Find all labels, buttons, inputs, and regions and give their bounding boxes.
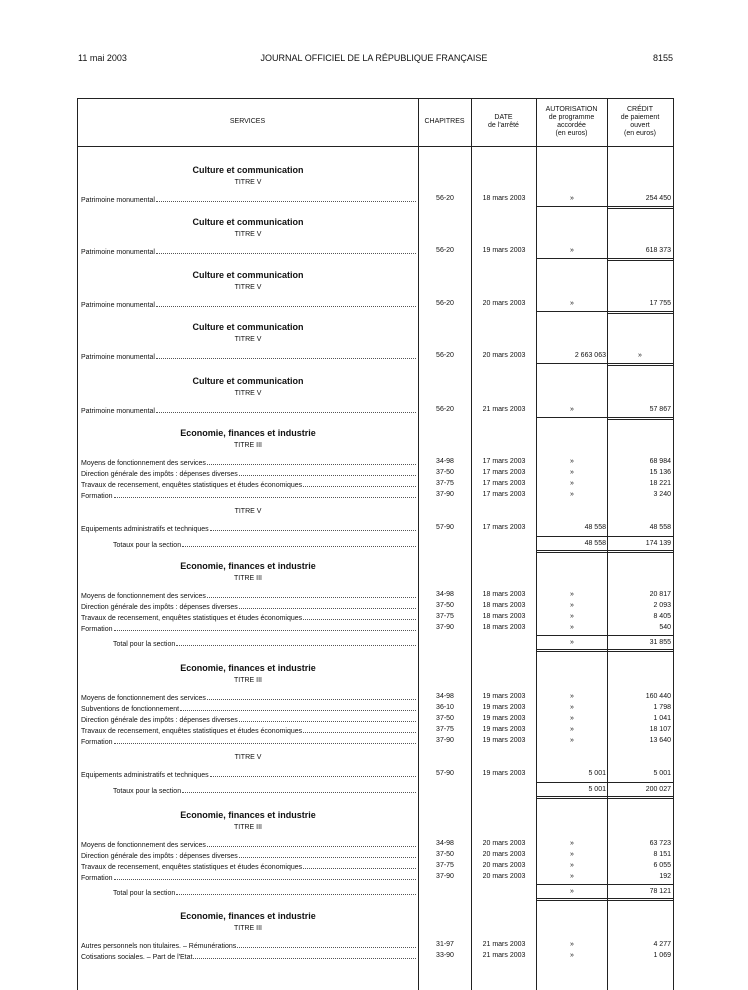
service-label: Direction générale des impôts : dépenses diverses bbox=[81, 717, 238, 724]
date-cell: 19 mars 2003 bbox=[482, 715, 526, 722]
col-header-line: (en euros) bbox=[624, 130, 656, 137]
table-row bbox=[77, 298, 674, 310]
leader-dots bbox=[180, 702, 416, 711]
chapitre-cell: 37-75 bbox=[436, 862, 454, 869]
date-cell: 18 mars 2003 bbox=[482, 602, 526, 609]
col-header-line: de paiement bbox=[620, 114, 660, 121]
chapitre-cell: 56-20 bbox=[436, 352, 454, 359]
leader-dots bbox=[207, 456, 416, 465]
leader-dots bbox=[182, 538, 416, 547]
autorisation-cell: » bbox=[570, 693, 574, 700]
leader-dots bbox=[303, 860, 416, 869]
service-label: Totaux pour la section bbox=[113, 542, 182, 549]
autorisation-cell: » bbox=[570, 602, 574, 609]
credit-cell: 8 405 bbox=[653, 613, 671, 620]
service-label: Formation bbox=[81, 493, 113, 500]
leader-dots bbox=[237, 939, 416, 948]
date-cell: 21 mars 2003 bbox=[482, 952, 526, 959]
autorisation-cell: » bbox=[570, 480, 574, 487]
autorisation-cell: » bbox=[570, 613, 574, 620]
service-label: Autres personnels non titulaires. – Rémunérations bbox=[81, 943, 237, 950]
chapitre-cell: 37-50 bbox=[436, 602, 454, 609]
service-label: Total pour la section bbox=[113, 641, 176, 648]
chapitre-cell: 56-20 bbox=[436, 300, 454, 307]
credit-cell: 1 041 bbox=[653, 715, 671, 722]
col-header-chapitres bbox=[418, 98, 471, 146]
page-number: 8155 bbox=[652, 53, 673, 63]
leader-dots bbox=[182, 784, 416, 793]
table-row bbox=[77, 735, 674, 747]
section-title: Economie, finances et industrie bbox=[180, 911, 316, 921]
credit-cell: 254 450 bbox=[645, 195, 671, 202]
date-cell: 19 mars 2003 bbox=[482, 737, 526, 744]
credit-cell: 63 723 bbox=[649, 840, 671, 847]
section-subtitle: TITRE V bbox=[234, 231, 262, 238]
table-row bbox=[77, 950, 674, 962]
autorisation-cell: 48 558 bbox=[584, 540, 606, 547]
chapitre-cell: 37-90 bbox=[436, 873, 454, 880]
chapitre-cell: 56-20 bbox=[436, 247, 454, 254]
date-cell: 21 mars 2003 bbox=[482, 406, 526, 413]
autorisation-cell: » bbox=[570, 406, 574, 413]
date-cell: 19 mars 2003 bbox=[482, 726, 526, 733]
chapitre-cell: 56-20 bbox=[436, 406, 454, 413]
date-cell: 20 mars 2003 bbox=[482, 840, 526, 847]
leader-dots bbox=[156, 350, 416, 359]
credit-cell: 20 817 bbox=[649, 591, 671, 598]
autorisation-cell: » bbox=[570, 247, 574, 254]
leader-dots bbox=[303, 478, 416, 487]
leader-dots bbox=[210, 522, 416, 531]
date-cell: 19 mars 2003 bbox=[482, 704, 526, 711]
total-rule bbox=[537, 536, 673, 537]
section-title: Economie, finances et industrie bbox=[180, 561, 316, 571]
col-header-line: accordée bbox=[557, 122, 586, 129]
table-row bbox=[77, 522, 674, 534]
credit-cell: 3 240 bbox=[653, 491, 671, 498]
credit-cell: 5 001 bbox=[653, 770, 671, 777]
section-subtitle: TITRE III bbox=[234, 677, 262, 684]
chapitre-cell: 57-90 bbox=[436, 770, 454, 777]
service-label: Moyens de fonctionnement des services bbox=[81, 695, 206, 702]
leader-dots bbox=[207, 691, 416, 700]
col-header-autorisation bbox=[536, 98, 607, 146]
col-header-line: CHAPITRES bbox=[424, 118, 465, 125]
credit-cell: 48 558 bbox=[649, 524, 671, 531]
col-header-line: de programme bbox=[548, 114, 595, 121]
section-title: Economie, finances et industrie bbox=[180, 663, 316, 673]
autorisation-cell: » bbox=[570, 195, 574, 202]
service-cell bbox=[81, 350, 416, 364]
table-body bbox=[77, 146, 674, 990]
leader-dots bbox=[114, 735, 416, 744]
date-cell: 17 mars 2003 bbox=[482, 458, 526, 465]
section-subtitle: TITRE III bbox=[234, 824, 262, 831]
section-title: Culture et communication bbox=[192, 270, 304, 280]
autorisation-cell: » bbox=[570, 469, 574, 476]
autorisation-cell: » bbox=[570, 941, 574, 948]
date-cell: 18 mars 2003 bbox=[482, 591, 526, 598]
chapitre-cell: 37-50 bbox=[436, 851, 454, 858]
service-cell bbox=[81, 298, 416, 312]
service-cell bbox=[113, 637, 416, 651]
service-cell bbox=[113, 784, 416, 798]
service-label: Patrimoine monumental bbox=[81, 197, 155, 204]
service-label: Patrimoine monumental bbox=[81, 408, 155, 415]
credit-cell: 18 107 bbox=[649, 726, 671, 733]
table-row bbox=[77, 871, 674, 883]
credit-cell: 200 027 bbox=[645, 786, 671, 793]
autorisation-cell: » bbox=[570, 873, 574, 880]
service-label: Moyens de fonctionnement des services bbox=[81, 593, 206, 600]
service-label: Patrimoine monumental bbox=[81, 302, 155, 309]
service-label: Cotisations sociales. – Part de l'Etat bbox=[81, 954, 193, 961]
autorisation-cell: » bbox=[570, 840, 574, 847]
autorisation-cell: » bbox=[570, 862, 574, 869]
col-header-line: CRÉDIT bbox=[626, 106, 654, 113]
table-row bbox=[77, 768, 674, 780]
col-header-line: (en euros) bbox=[555, 130, 588, 137]
col-header-services bbox=[77, 98, 418, 146]
credit-cell: 15 136 bbox=[649, 469, 671, 476]
chapitre-cell: 56-20 bbox=[436, 195, 454, 202]
service-label: Travaux de recensement, enquêtes statistiques et études économiques bbox=[81, 482, 303, 489]
leader-dots bbox=[176, 637, 416, 646]
total-rule bbox=[537, 550, 673, 553]
service-label: Moyens de fonctionnement des services bbox=[81, 842, 206, 849]
leader-dots bbox=[239, 600, 416, 609]
col-header-line: SERVICES bbox=[229, 118, 266, 125]
date-cell: 20 mars 2003 bbox=[482, 862, 526, 869]
leader-dots bbox=[207, 589, 416, 598]
service-cell bbox=[113, 538, 416, 552]
chapitre-cell: 57-90 bbox=[436, 524, 454, 531]
autorisation-cell: » bbox=[570, 726, 574, 733]
total-rule bbox=[537, 363, 607, 364]
credit-cell: 68 984 bbox=[649, 458, 671, 465]
total-rule bbox=[537, 417, 607, 418]
credit-cell: 17 755 bbox=[649, 300, 671, 307]
credit-cell: 13 640 bbox=[649, 737, 671, 744]
chapitre-cell: 37-90 bbox=[436, 737, 454, 744]
chapitre-cell: 34-98 bbox=[436, 840, 454, 847]
autorisation-cell: » bbox=[570, 737, 574, 744]
autorisation-cell: » bbox=[570, 624, 574, 631]
total-rule bbox=[537, 782, 673, 783]
service-label: Equipements administratifs et techniques bbox=[81, 772, 209, 779]
autorisation-cell: 5 001 bbox=[588, 770, 606, 777]
service-label: Travaux de recensement, enquêtes statistiques et études économiques bbox=[81, 615, 303, 622]
page-header bbox=[0, 53, 748, 67]
date-cell: 17 mars 2003 bbox=[482, 480, 526, 487]
total-rule bbox=[537, 884, 673, 885]
service-cell bbox=[81, 404, 416, 418]
date-cell: 20 mars 2003 bbox=[482, 352, 526, 359]
service-cell bbox=[81, 622, 416, 636]
service-cell bbox=[81, 489, 416, 503]
credit-cell: 174 139 bbox=[645, 540, 671, 547]
date-cell: 21 mars 2003 bbox=[482, 941, 526, 948]
chapitre-cell: 34-98 bbox=[436, 458, 454, 465]
section-title: Economie, finances et industrie bbox=[180, 428, 316, 438]
leader-dots bbox=[210, 768, 416, 777]
service-cell bbox=[81, 735, 416, 749]
section-title: Culture et communication bbox=[192, 165, 304, 175]
autorisation-cell: » bbox=[570, 952, 574, 959]
issue-date: 11 mai 2003 bbox=[78, 53, 127, 63]
autorisation-cell: » bbox=[570, 715, 574, 722]
table-row bbox=[77, 193, 674, 205]
leader-dots bbox=[156, 404, 416, 413]
table-row bbox=[77, 538, 674, 550]
service-label: Formation bbox=[81, 739, 113, 746]
service-label: Travaux de recensement, enquêtes statistiques et études économiques bbox=[81, 864, 303, 871]
section-subtitle: TITRE V bbox=[234, 179, 262, 186]
chapitre-cell: 34-98 bbox=[436, 693, 454, 700]
credit-cell: 4 277 bbox=[653, 941, 671, 948]
credit-cell: 31 855 bbox=[649, 639, 671, 646]
autorisation-cell: » bbox=[570, 639, 574, 646]
date-cell: 19 mars 2003 bbox=[482, 770, 526, 777]
leader-dots bbox=[207, 838, 416, 847]
section-subtitle: TITRE V bbox=[234, 754, 262, 761]
service-label: Formation bbox=[81, 626, 113, 633]
credit-cell: 192 bbox=[659, 873, 671, 880]
service-label: Patrimoine monumental bbox=[81, 354, 155, 361]
service-label: Direction générale des impôts : dépenses diverses bbox=[81, 853, 238, 860]
date-cell: 18 mars 2003 bbox=[482, 613, 526, 620]
chapitre-cell: 37-75 bbox=[436, 726, 454, 733]
credit-cell: 18 221 bbox=[649, 480, 671, 487]
date-cell: 19 mars 2003 bbox=[482, 247, 526, 254]
autorisation-cell: 2 663 063 bbox=[574, 352, 606, 359]
credit-cell: 57 867 bbox=[649, 406, 671, 413]
credit-cell: 618 373 bbox=[645, 247, 671, 254]
table-row bbox=[77, 622, 674, 634]
leader-dots bbox=[193, 950, 416, 959]
date-cell: 20 mars 2003 bbox=[482, 851, 526, 858]
service-label: Travaux de recensement, enquêtes statistiques et études économiques bbox=[81, 728, 303, 735]
total-rule bbox=[608, 258, 673, 261]
chapitre-cell: 31-97 bbox=[436, 941, 454, 948]
leader-dots bbox=[239, 849, 416, 858]
service-label: Totaux pour la section bbox=[113, 788, 182, 795]
leader-dots bbox=[114, 489, 416, 498]
credits-table bbox=[77, 98, 674, 990]
total-rule bbox=[608, 417, 673, 420]
chapitre-cell: 33-90 bbox=[436, 952, 454, 959]
total-rule bbox=[608, 363, 673, 366]
col-header-date bbox=[471, 98, 536, 146]
chapitre-cell: 37-90 bbox=[436, 624, 454, 631]
service-cell bbox=[81, 193, 416, 207]
section-subtitle: TITRE V bbox=[234, 336, 262, 343]
autorisation-cell: » bbox=[570, 888, 574, 895]
chapitre-cell: 37-75 bbox=[436, 480, 454, 487]
section-subtitle: TITRE III bbox=[234, 575, 262, 582]
total-rule bbox=[537, 258, 607, 259]
section-subtitle: TITRE III bbox=[234, 442, 262, 449]
service-label: Direction générale des impôts : dépenses diverses bbox=[81, 604, 238, 611]
date-cell: 17 mars 2003 bbox=[482, 524, 526, 531]
total-rule bbox=[608, 206, 673, 209]
section-subtitle: TITRE V bbox=[234, 284, 262, 291]
leader-dots bbox=[239, 713, 416, 722]
leader-dots bbox=[176, 886, 416, 895]
service-cell bbox=[81, 522, 416, 536]
autorisation-cell: 48 558 bbox=[584, 524, 606, 531]
section-title: Culture et communication bbox=[192, 217, 304, 227]
chapitre-cell: 37-50 bbox=[436, 715, 454, 722]
service-cell bbox=[81, 768, 416, 782]
leader-dots bbox=[156, 245, 416, 254]
service-cell bbox=[81, 950, 416, 964]
leader-dots bbox=[156, 193, 416, 202]
credit-cell: 1 069 bbox=[653, 952, 671, 959]
date-cell: 17 mars 2003 bbox=[482, 491, 526, 498]
autorisation-cell: » bbox=[570, 704, 574, 711]
credit-cell: 540 bbox=[659, 624, 671, 631]
autorisation-cell: » bbox=[570, 458, 574, 465]
autorisation-cell: » bbox=[570, 491, 574, 498]
credit-cell: 1 798 bbox=[653, 704, 671, 711]
col-header-credit bbox=[607, 98, 673, 146]
table-row bbox=[77, 886, 674, 898]
table-row bbox=[77, 637, 674, 649]
leader-dots bbox=[114, 871, 416, 880]
section-subtitle: TITRE V bbox=[234, 390, 262, 397]
total-rule bbox=[537, 649, 673, 652]
credit-cell: 8 151 bbox=[653, 851, 671, 858]
date-cell: 19 mars 2003 bbox=[482, 693, 526, 700]
total-rule bbox=[537, 311, 607, 312]
service-label: Formation bbox=[81, 875, 113, 882]
service-label: Equipements administratifs et techniques bbox=[81, 526, 209, 533]
total-rule bbox=[537, 635, 673, 636]
table-row bbox=[77, 350, 674, 362]
date-cell: 18 mars 2003 bbox=[482, 195, 526, 202]
service-cell bbox=[81, 245, 416, 259]
autorisation-cell: 5 001 bbox=[588, 786, 606, 793]
total-rule bbox=[537, 206, 607, 207]
service-label: Direction générale des impôts : dépenses diverses bbox=[81, 471, 238, 478]
service-cell bbox=[113, 886, 416, 900]
service-label: Subventions de fonctionnement bbox=[81, 706, 180, 713]
chapitre-cell: 37-90 bbox=[436, 491, 454, 498]
date-cell: 20 mars 2003 bbox=[482, 300, 526, 307]
credit-cell: 6 055 bbox=[653, 862, 671, 869]
date-cell: 18 mars 2003 bbox=[482, 624, 526, 631]
service-label: Patrimoine monumental bbox=[81, 249, 155, 256]
col-header-line: de l'arrêté bbox=[488, 122, 519, 129]
section-subtitle: TITRE V bbox=[234, 508, 262, 515]
section-title: Culture et communication bbox=[192, 376, 304, 386]
section-title: Economie, finances et industrie bbox=[180, 810, 316, 820]
total-rule bbox=[608, 311, 673, 314]
credit-cell: 78 121 bbox=[649, 888, 671, 895]
autorisation-cell: » bbox=[570, 300, 574, 307]
chapitre-cell: 36-10 bbox=[436, 704, 454, 711]
table-row bbox=[77, 404, 674, 416]
leader-dots bbox=[303, 611, 416, 620]
service-label: Total pour la section bbox=[113, 890, 176, 897]
date-cell: 20 mars 2003 bbox=[482, 873, 526, 880]
service-cell bbox=[81, 871, 416, 885]
chapitre-cell: 37-75 bbox=[436, 613, 454, 620]
section-title: Culture et communication bbox=[192, 322, 304, 332]
credit-cell: 160 440 bbox=[645, 693, 671, 700]
col-header-line: ouvert bbox=[630, 122, 650, 129]
date-cell: 17 mars 2003 bbox=[482, 469, 526, 476]
col-header-line: DATE bbox=[494, 114, 513, 121]
credit-cell: 2 093 bbox=[653, 602, 671, 609]
journal-title: JOURNAL OFFICIEL DE LA RÉPUBLIQUE FRANÇAISE bbox=[260, 53, 488, 63]
chapitre-cell: 34-98 bbox=[436, 591, 454, 598]
leader-dots bbox=[156, 298, 416, 307]
total-rule bbox=[537, 796, 673, 799]
total-rule bbox=[537, 898, 673, 901]
autorisation-cell: » bbox=[570, 851, 574, 858]
leader-dots bbox=[303, 724, 416, 733]
table-row bbox=[77, 489, 674, 501]
credit-cell: » bbox=[638, 352, 642, 359]
section-subtitle: TITRE III bbox=[234, 925, 262, 932]
service-label: Moyens de fonctionnement des services bbox=[81, 460, 206, 467]
leader-dots bbox=[114, 622, 416, 631]
table-row bbox=[77, 245, 674, 257]
table-row bbox=[77, 784, 674, 796]
autorisation-cell: » bbox=[570, 591, 574, 598]
col-header-line: AUTORISATION bbox=[545, 106, 598, 113]
chapitre-cell: 37-50 bbox=[436, 469, 454, 476]
leader-dots bbox=[239, 467, 416, 476]
